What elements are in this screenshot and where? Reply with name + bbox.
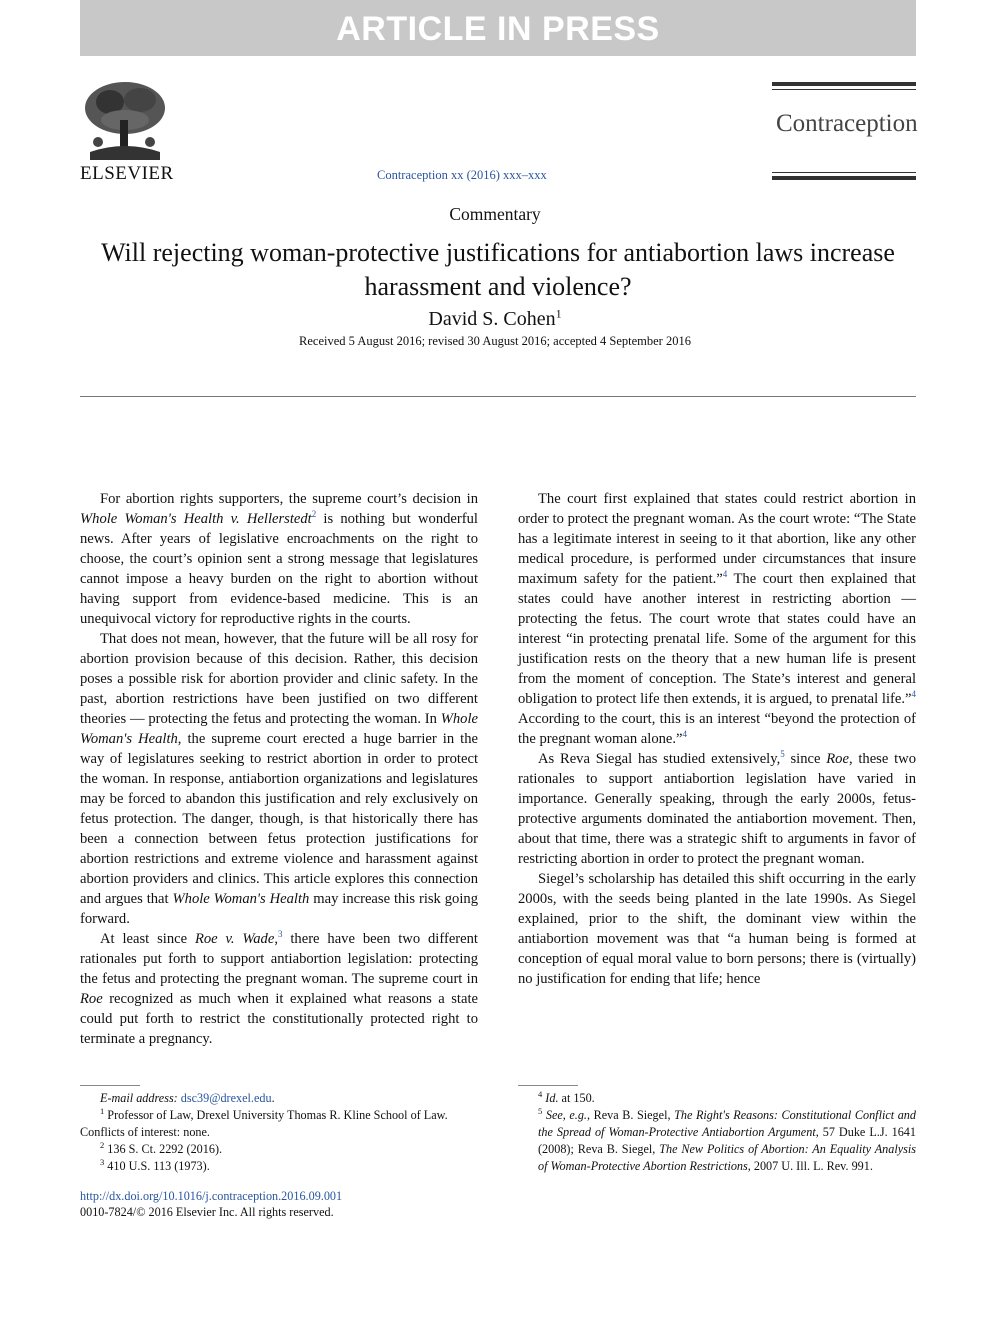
paragraph: The court first explained that states could restrict abortion in order to protect the pregnant woman. As the court wrote: “The State has a legitimate interest in seeing to it that abortion, like any other medical procedure, is performed under circumstances that insure maximum safety for the patient.”$^4$ The court then explained that states could have another interest in restricting abortion — protecting the fetus. The court wrote that states could have an interest “in protecting prenatal life. Some of the argument for this justification rests on the theory that a new human life is present from the moment of conception. The State’s interest and general obligation to protect life then extends, it is argued, to prenatal life.”$^4$ According to the court, this is an interest “beyond the protection of the pregnant woman alone.”$^4$	[518, 491, 916, 747]
header-rule-bottom	[772, 172, 916, 173]
doi-link[interactable]: http://dx.doi.org/10.1016/j.contraception.2016.09.001	[80, 1189, 343, 1203]
history-dates: Received 5 August 2016; revised 30 August 2016; accepted 4 September 2016	[299, 334, 691, 348]
footnote-5: $^5$ See, e.g., Reva B. Siegel, The Right's Reasons: Constitutional Conflict and the Spread of Woman-Protective Antiabortion Argument, 57 Duke L.J. 1641 (2008); Reva B. Siegel, The New Politics of Abortion: An Equality Analysis of Woman-Protective Abortion Restrictions, 2007 U. Ill. L. Rev. 991.	[538, 1105, 917, 1173]
paragraph: Siegel’s scholarship has detailed this shift occurring in the early 2000s, with the seeds being planted in the late 1990s. As Siegel explained, prior to the shift, the dominant view within the antiabortion movement was that “a human being is formed at conception of equal moral value to born persons; there is (virtually) no justification for ending that life; hence	[518, 871, 916, 987]
email-footnote: E-mail address: dsc39@drexel.edu.	[100, 1091, 275, 1105]
section-label: Commentary	[449, 204, 541, 224]
author-name: David S. Cohen	[428, 308, 556, 330]
footnote-ref[interactable]: 2	[311, 509, 317, 520]
footnotes-left	[80, 1090, 478, 1175]
paragraph: For abortion rights supporters, the supreme court’s decision in Whole Woman's Health v. Hellerstedt$^2$ is nothing but wonderful news. After years of legislative encroachments on the right to choose, the court’s opinion sent a strong message that legislatures cannot impose a heavy burden on the right to abortion without having support from evidence-based medicine. This is an unequivocal victory for reproductive rights in the courts.	[80, 491, 478, 627]
article-footer	[80, 1188, 342, 1220]
journal-reference-link[interactable]: Contraception xx (2016) xxx–xxx	[377, 168, 547, 182]
footnote-1: $^1$ Professor of Law, Drexel University Thomas R. Kline School of Law.	[100, 1105, 448, 1122]
author-line	[0, 308, 990, 331]
footnote-rule-left	[80, 1085, 140, 1086]
footnote-1-cont: Conflicts of interest: none.	[80, 1125, 210, 1139]
paragraph: That does not mean, however, that the future will be all rosy for abortion provision because of this decision. Rather, this decision poses a possible risk for abortion provider and clinic safety. In the past, abortion restrictions have been justified on two different theories — protecting the fetus and protecting the woman. In Whole Woman's Health, the supreme court erected a huge barrier in the way of legislatures seeking to restrict abortion in order to protect the woman. In response, antiabortion organizations and legislatures may be forced to abandon this justification and rely exclusively on fetus protection. The danger, though, is that historically there has been a connection between fetus protection justifications for abortion restrictions and extreme violence and harassment against abortion providers and clinics. This article explores this connection and argues that Whole Woman's Health may increase this risk going forward.	[80, 631, 478, 927]
footnote-4: $^4$ Id. at 150.	[538, 1088, 595, 1105]
footnotes-right	[518, 1090, 916, 1175]
footnote-3: $^3$ 410 U.S. 113 (1973).	[100, 1156, 210, 1173]
footnote-2: $^2$ 136 S. Ct. 2292 (2016).	[100, 1139, 223, 1156]
header-divider	[80, 396, 916, 397]
journal-name: Contraception	[776, 110, 918, 137]
footnote-ref[interactable]: 4	[911, 689, 916, 700]
article-title: Will rejecting woman-protective justifications for antiabortion laws increase harassment and violence?	[101, 238, 895, 301]
footnote-rule-right	[518, 1085, 578, 1086]
header-rule-bottom-thick	[772, 176, 916, 180]
footnote-ref[interactable]: 4	[682, 729, 688, 740]
footnote-ref[interactable]: 3	[277, 929, 283, 940]
publisher-name: ELSEVIER	[80, 163, 174, 184]
header-rule-top	[772, 82, 916, 86]
paragraph: As Reva Siegal has studied extensively,$^5$ since Roe, these two rationales to support antiabortion legislation have varied in importance. Generally speaking, through the early 2000s, fetus-protective arguments dominated the antiabortion movement. Then, about that time, there was a strategic shift to arguments in favor of restricting abortion in order to protect the pregnant woman.	[518, 749, 916, 867]
right-column	[518, 489, 916, 989]
header-rule-top-thin	[772, 89, 916, 90]
email-link[interactable]: dsc39@drexel.edu	[180, 1091, 272, 1105]
footnote-ref[interactable]: 4	[722, 569, 728, 580]
left-column	[80, 489, 478, 1049]
copyright-line: 0010-7824/© 2016 Elsevier Inc. All rights reserved.	[80, 1205, 334, 1219]
footnote-ref[interactable]: 5	[780, 749, 785, 760]
paragraph: At least since Roe v. Wade,$^3$ there have been two different rationales put forth to support antiabortion legislation: protecting the fetus and protecting the pregnant woman. The supreme court in Roe recognized as much when it explained what reasons a state could put forth to restrict the constitutionally protected right to terminate a pregnancy.	[80, 929, 478, 1047]
article-in-press-banner: ARTICLE IN PRESS	[80, 0, 916, 56]
author-footnote-marker[interactable]: 1	[555, 306, 562, 321]
